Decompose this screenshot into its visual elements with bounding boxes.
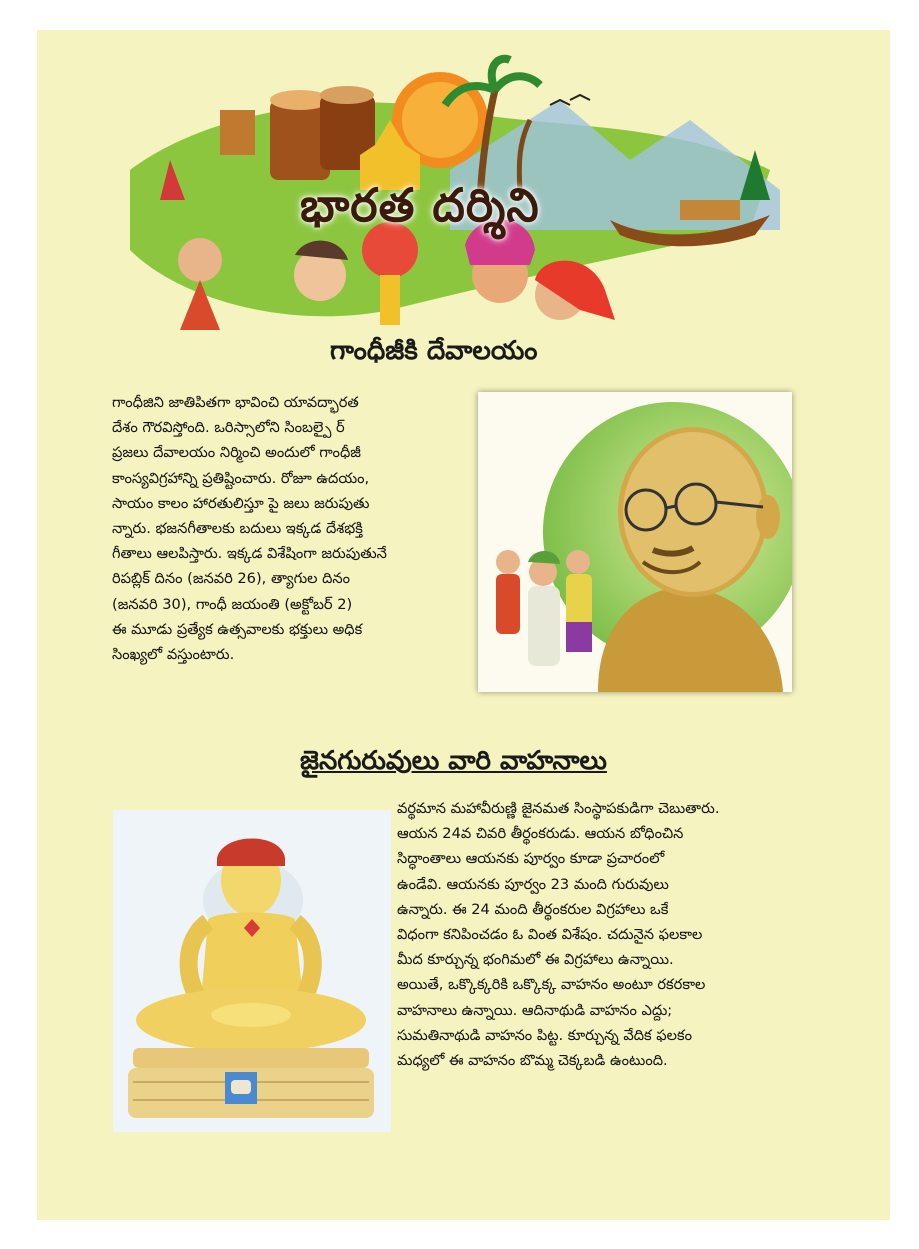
section-heading-gandhi-temple: గాంధీజీకి దేవాలయం <box>330 336 538 366</box>
paragraph-line: ఉండేవి. ఆయనకు పూర్వం 23 మంది గురువులు <box>397 875 669 893</box>
paragraph-line: ఈ మూడు ప్రత్యేక ఉత్సవాలకు భక్తులు అధిక <box>112 620 363 638</box>
paragraph-line: (జనవరి 30), గాంధీ జయంతి (అక్టోబర్ 2) <box>112 595 353 613</box>
paragraph-line: ప్రజలు దేవాలయం నిర్మించి అందులో గాంధీజీ <box>112 444 361 462</box>
paragraph-line: రిపబ్లిక్ దినం (జనవరి 26), త్యాగుల దినం <box>112 570 351 588</box>
paragraph-line: సిద్ధాంతాలు ఆయనకు పూర్వం కూడా ప్రచారంలో <box>397 850 665 868</box>
paragraph-line: అయితే, ఒక్కొక్కరికి ఒక్కొక్క వాహనం అంటూ రకరకాల <box>397 976 706 994</box>
paragraph-line: సాయం కాలం హారతులిస్తూ పై జలు జరుపుతు <box>112 494 370 512</box>
banner-title: భారత దర్శిని <box>300 178 540 232</box>
paragraph-line: సింఖ్యలో వస్తుంటారు. <box>112 646 235 664</box>
paragraph-line: న్నారు. భజనగీతాలకు బదులు ఇక్కడ దేశభక్తి <box>112 520 363 538</box>
paragraph-line: వాహనాలు ఉన్నాయి. ఆదినాథుడి వాహనం ఎద్దు; <box>397 1001 673 1019</box>
paragraph-line: విధంగా కనిపించడం ఓ వింత విశేషం. చదునైన ఫలకాల <box>397 926 703 944</box>
paragraph-line: ఆయన 24వ చివరి తీర్థంకరుడు. ఆయన బోధించిన <box>397 825 684 843</box>
paragraph-line: దేశం గౌరవిస్తోంది. ఒరిస్సాలోని సింబల్పై ర్ <box>112 419 345 437</box>
paragraph-line: వర్థమాన మహావీరుణ్ణి జైనమత సింస్థాపకుడిగా చెబుతారు. <box>397 800 720 817</box>
paragraph-line: మధ్యలో ఈ వాహనం బొమ్మ చెక్కబడి ఉంటుంది. <box>397 1052 668 1070</box>
paragraph-line: ఉన్నారు. ఈ 24 మంది తీర్థంకరుల విగ్రహాలు ఒకే <box>397 900 669 918</box>
jain-gurus-paragraph <box>397 796 817 1073</box>
section-heading-jain-gurus: జైనగురువులు వారి వాహనాలు <box>300 746 607 776</box>
paragraph-line: సుమతినాథుడి వాహనం పిట్ట. కూర్చున్న వేదిక ఫలకం <box>397 1026 693 1044</box>
gandhi-illustration <box>478 392 792 692</box>
paragraph-line: మీద కూర్చున్న భంగిమలో ఈ విగ్రహాలు ఉన్నాయి. <box>397 951 674 969</box>
paragraph-line: కాంస్యవిగ్రహాన్ని ప్రతిష్టించారు. రోజూ ఉదయం, <box>112 469 370 487</box>
jain-tirthankara-illustration <box>113 810 391 1132</box>
paragraph-line: గాంధీజిని జాతిపితగా భావించి యావద్భారత <box>112 394 359 411</box>
gandhi-temple-paragraph <box>112 390 467 667</box>
paragraph-line: గీతాలు ఆలపిస్తారు. ఇక్కడ విశేషింగా జరుపుతునే <box>112 545 387 563</box>
